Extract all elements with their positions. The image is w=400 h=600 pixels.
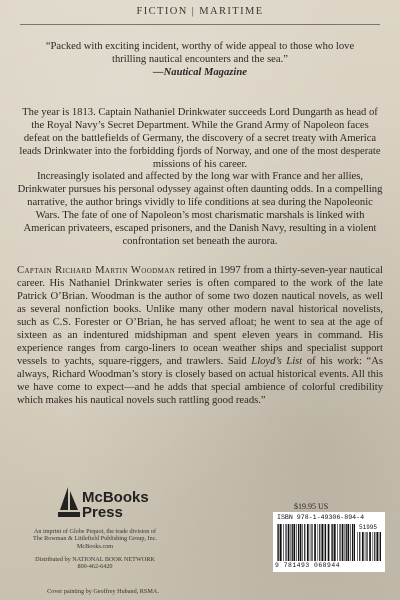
supplement-barcode-icon — [357, 532, 381, 561]
header-rule — [20, 24, 380, 25]
description-paragraph-1: The year is 1813. Captain Nathaniel Drinkwater succeeds Lord Dungarth as head of the Royal Navy’s Secret Department. While the Grand Army of Napoleon faces defeat on the battlefields of Germany, the discovery of a secret treaty with America leads Drinkwater into the forbidding fjords of Norway, and one of the most desperate missions of his career. — [19, 107, 381, 170]
logo-line-2: Press — [82, 504, 123, 521]
author-bio — [17, 264, 383, 408]
publisher-website: McBooks.com — [76, 542, 114, 550]
ean-digits: 9 781493 068944 — [275, 562, 341, 569]
author-name: Captain Richard Martin Woodman — [17, 265, 176, 276]
ship-icon — [58, 486, 80, 520]
publisher-logo-text — [82, 490, 149, 520]
imprint-note — [20, 528, 170, 550]
description-paragraph-2: Increasingly isolated and affected by the long war with France and her allies, Drinkwater pursues his personal odyssey against often daunting odds. In a compelling narrative, the author brings vividly to life conditions at sea during the Napoleonic Wars. The fate of one of Napoleon’s most charismatic marshals is linked with American privateers, escaped prisoners, and the Danish Navy, resulting in a violent confrontation set beneath the aurora. — [17, 171, 383, 247]
author-bio-quoted-source: Lloyd’s List — [251, 356, 303, 368]
author-bio-text-2: of his work: “As always, Richard Woodman’s story is closely based on actual historical events. All this we have come to expect—and he adds that special ambience of colorful credibility which makes his nautical novels such rattling good reads.” — [17, 356, 383, 407]
publisher-logo — [58, 486, 188, 526]
ean-barcode-icon — [277, 524, 355, 561]
review-blurb — [40, 40, 360, 79]
blurb-source: —Nautical Magazine — [153, 67, 247, 78]
logo-line-1: McBooks — [82, 489, 149, 506]
imprint-line-1: An imprint of Globe Pequot, the trade division of — [33, 528, 157, 535]
isbn-barcode — [273, 512, 385, 572]
blurb-quote: “Packed with exciting incident, worthy of wide appeal to those who love thrilling nautical encounters and the sea.” — [45, 41, 355, 65]
distributor-note — [20, 556, 170, 571]
cover-credit: Cover painting by Geoffrey Huband, RSMA. — [47, 588, 159, 595]
distributor-phone: 800-462-6420 — [77, 563, 113, 571]
price-label: $19.95 US — [294, 502, 329, 511]
isbn-label: ISBN 978-1-49306-894-4 — [277, 514, 365, 521]
genre-label: FICTION | MARITIME — [136, 6, 264, 17]
imprint-line-2: The Rowman & Littlefield Publishing Group, Inc. — [32, 535, 158, 543]
author-bio-text-1: retired in 1997 from a thirty-seven-year nautical career. His Nathaniel Drinkwater series is often compared to the work of the late Patrick O’Brian. Woodman is the author of some two dozen nautical novels, as well as several nonfiction books. Unlike many other modern naval historical novelists, such as C.S. Forester or O’Brian, he has served afloat; he went to sea at the age of sixteen as an indentured midshipman and spent eleven years in command. His experience ranges from cargo-liners to ocean weather ships and specialist support vessels to yachts, square-riggers, and trawlers. Said — [17, 265, 383, 368]
distributor-name: Distributed by NATIONAL BOOK NETWORK — [35, 556, 155, 563]
price-supplement-code: 51995 — [359, 524, 378, 531]
